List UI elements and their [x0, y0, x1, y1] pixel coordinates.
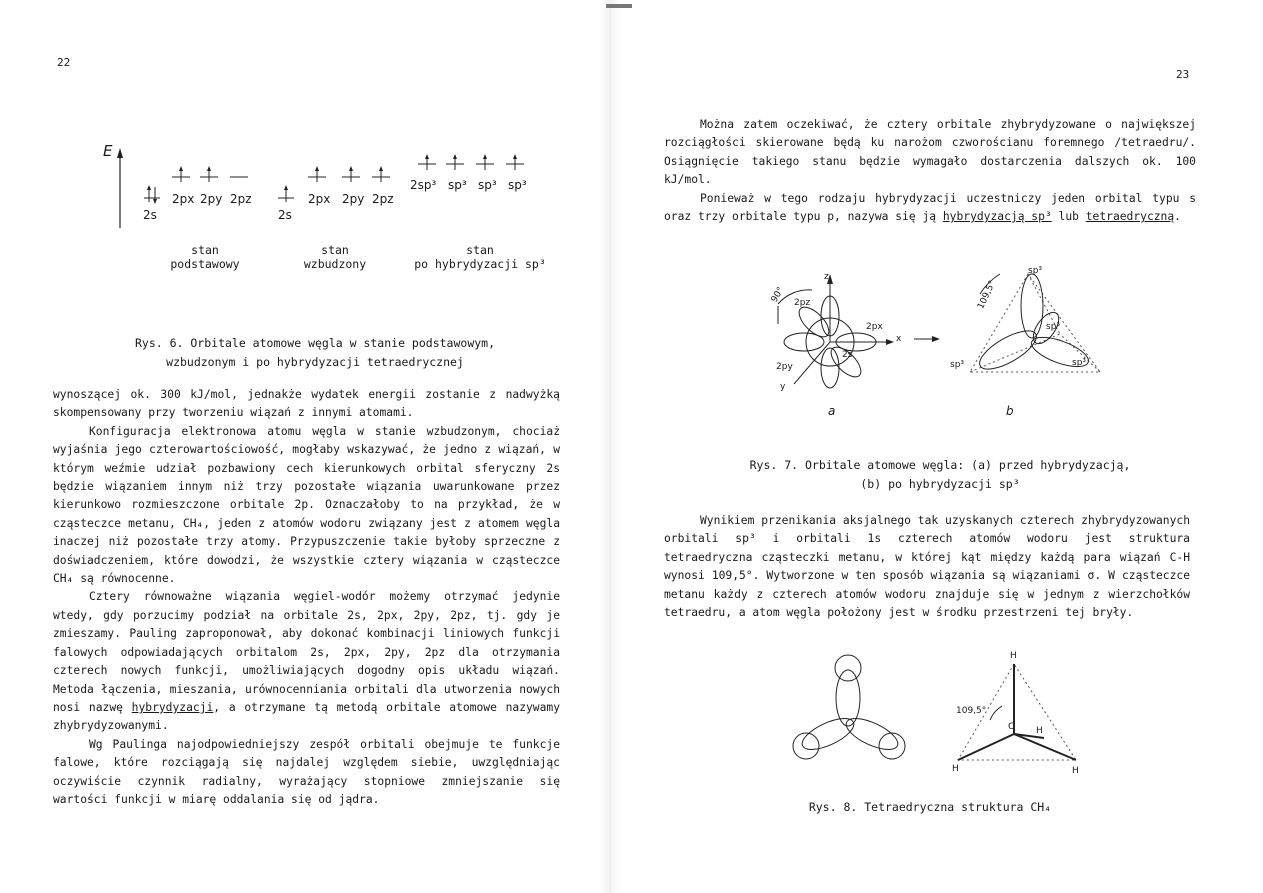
label-hybrid-2: sp³: [448, 178, 467, 192]
term-hybrydyzacji: hybrydyzacji: [131, 700, 214, 714]
fig7-label-2pz: 2pz: [794, 298, 811, 308]
fig8-label-c: C: [1008, 722, 1015, 732]
right-body-text-bottom: [664, 512, 1190, 622]
fig7-label-z: z: [824, 272, 829, 282]
figure-8-methane: [780, 650, 1080, 780]
orbitals-hybrid: [418, 154, 524, 170]
left-page: [0, 0, 600, 893]
energy-level-diagram: [0, 140, 600, 260]
label-2py-ground: 2py: [200, 192, 223, 206]
energy-axis-label: E: [103, 142, 113, 160]
state-ground: stan podstawowy: [170, 243, 240, 271]
term-tetraedryczna: tetraedryczną: [1085, 210, 1175, 224]
state-excited: stan wzbudzony: [303, 243, 367, 271]
fig7-label-109: 109,5°: [976, 279, 999, 311]
paragraph: Wynikiem przenikania aksjalnego tak uzyskanych czterech zhybrydyzowanych orbitali sp³ i orbitali 1s czterech atomów wodoru jest struktura tetraedryczna cząsteczki metanu, w której kąt między każdą para wiązań C-H wynosi 109,5°. Wytworzone w ten sposób wiązania są wiązaniami σ. W cząsteczce metanu każdy z czterech atomów wodoru znajduje się w jednym z wierzchołków tetraedru, a atom węgla położony jest w środku przestrzeni tej bryły.: [664, 514, 1190, 620]
label-2s-excited: 2s: [278, 208, 292, 222]
figure-7-orbitals: [760, 264, 1160, 414]
left-body-text: [53, 386, 560, 809]
label-2py-excited: 2py: [342, 192, 365, 206]
fig8-label-h-left: H: [952, 764, 959, 774]
paragraph: Wg Paulinga najodpowiedniejszy zespół orbitali obejmuje te funkcje falowe, które rozciągają się najdalej względem siebie, uwzględniając oczywiście czynnik radialny, wyrażający stopniowe zmniejszanie się wartości funkcji w miarę oddalania się od jądra.: [53, 737, 560, 806]
fig7-sublabel-b: b: [1006, 404, 1014, 418]
right-body-text-top: [664, 116, 1196, 226]
paragraph: Można zatem oczekiwać, że cztery orbitale zhybrydyzowane o największej rozciągłości skierowane będą ku narożom czworościanu foremnego /tetraedru/. Osiągnięcie takiego stanu będzie wymagało dostarczenia dalszych ok. 100 kJ/mol.: [664, 118, 1196, 187]
orbital-2s-ground: [144, 185, 160, 204]
fig8-label-angle: 109,5°: [956, 706, 987, 716]
label-hybrid-4: sp³: [508, 178, 527, 192]
orbitals-2p-ground: [172, 166, 248, 182]
fig7-label-90: 90°: [769, 285, 787, 305]
label-2pz-ground: 2pz: [230, 192, 252, 206]
fig8-label-h-top: H: [1010, 651, 1017, 661]
book-gutter: [600, 0, 620, 893]
label-2px-excited: 2px: [308, 192, 331, 206]
fig7-label-x: x: [896, 334, 902, 344]
label-2px-ground: 2px: [172, 192, 195, 206]
fig7-label-y: y: [780, 382, 786, 392]
label-hybrid-1: 2sp³: [410, 178, 437, 192]
right-page: [620, 0, 1263, 893]
label-hybrid-3: sp³: [478, 178, 497, 192]
fig7-label-2py: 2py: [776, 362, 793, 372]
page-number-left: 22: [57, 56, 71, 69]
fig7-label-sp3-top: sp³: [1028, 266, 1043, 276]
fig8-label-h-mid: H: [1036, 726, 1043, 736]
fig7-label-sp3-left: sp³: [950, 360, 965, 370]
fig8-label-h-right: H: [1072, 766, 1079, 776]
figure-6-caption: Rys. 6. Orbitale atomowe węgla w stanie podstawowym, wzbudzonym i po hybrydyzacji tetraedrycznej: [134, 336, 496, 369]
fig7-sublabel-a: a: [828, 404, 836, 418]
state-hybrid: stan po hybrydyzacji sp³: [414, 243, 546, 271]
page-number-right: 23: [1176, 68, 1190, 81]
paragraph: Konfiguracja elektronowa atomu węgla w stanie wzbudzonym, chociaż wyjaśnia jego czterowartościowość, mogłaby wskazywać, że jedno z wiązań, w którym weźmie udział pozbawiony cech kierunkowych orbital sferyczny 2s będzie wiązaniem innym niż trzy pozostałe wiązania uwarunkowane przez kierunkowo rozmieszczone orbitale 2p. Oznaczałoby to na przykład, że w cząsteczce metanu, CH₄, jeden z atomów wodoru związany jest z atomem węgla inaczej niż pozostałe trzy atomy. Przypuszczenie takie byłoby sprzeczne z doświadczeniem, które dowodzi, że wszystkie cztery wiązania w cząsteczce CH₄ są równocenne.: [53, 424, 560, 586]
paragraph: wynoszącej ok. 300 kJ/mol, jednakże wydatek energii zostanie z nadwyżką skompensowany przy tworzeniu wiązań z innymi atomami.: [53, 388, 560, 420]
fig7-label-2px: 2px: [866, 322, 883, 332]
fig7-label-sp3-right: sp³: [1046, 322, 1061, 332]
figure-8-caption: Rys. 8. Tetraedryczna struktura CH₄: [808, 800, 1052, 814]
label-2pz-excited: 2pz: [372, 192, 394, 206]
paragraph: Ponieważ w tego rodzaju hybrydyzacji uczestniczy jeden orbital typu s oraz trzy orbitale typu p, nazywa się ją hybrydyzacją sp³ lub tetraedryczną.: [664, 191, 1196, 224]
term-sp3: hybrydyzacją sp³: [942, 210, 1052, 224]
label-2s-ground: 2s: [143, 208, 157, 222]
fig7-label-2s: 2s: [842, 350, 853, 360]
paragraph: Cztery równoważne wiązania węgiel-wodór możemy otrzymać jedynie wtedy, gdy porzucimy podział na orbitale 2s, 2px, 2py, 2pz, tj. gdy je zmieszamy. Pauling zaproponował, aby dokonać kombinacji liniowych funkcji falowych odpowiadających orbitalom 2s, 2px, 2py, 2pz dla otrzymania czterech nowych funkcji, umożliwiających dogodny opis układu wiązań. Metoda łączenia, mieszania, urównocenniania orbitali dla utworzenia nowych nosi nazwę hybrydyzacji, a otrzymane tą metodą orbitale atomowe nazywamy zhybrydyzowanymi.: [53, 590, 561, 733]
figure-7-caption: Rys. 7. Orbitale atomowe węgla: (a) przed hybrydyzacją, (b) po hybrydyzacji sp³: [749, 458, 1131, 491]
fig7-label-sp3-br: sp³: [1072, 358, 1087, 368]
